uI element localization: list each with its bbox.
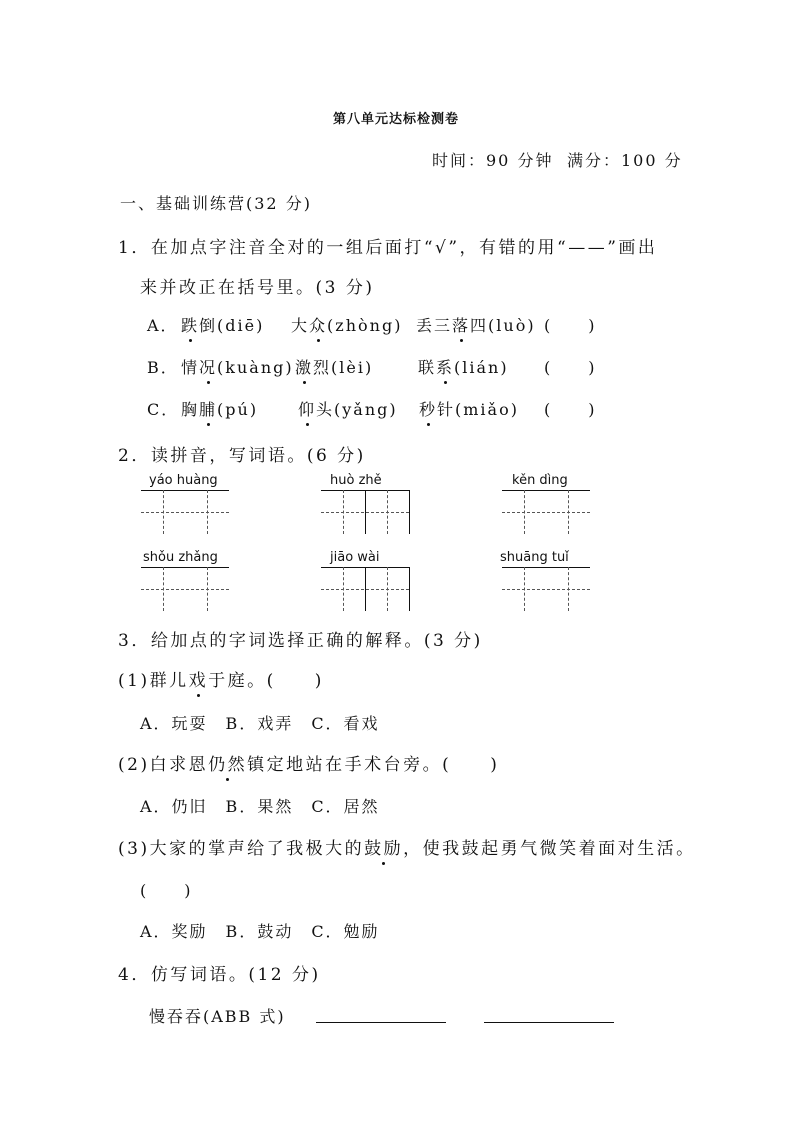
q3-sentence-1: (1)群儿戏于庭。( ) xyxy=(118,666,324,691)
q3-prompt: 3．给加点的字词选择正确的解释。(3 分) xyxy=(118,631,483,651)
q4-prompt: 4．仿写词语。(12 分) xyxy=(118,965,321,985)
q3-sentence-2: (2)白求恩仍然镇定地站在手术台旁。( ) xyxy=(118,750,499,775)
dotted-char: 戏 xyxy=(189,666,209,691)
pinyin-label: kěn dìng xyxy=(512,473,568,488)
q1-word: 激烈(lèi) xyxy=(295,355,373,378)
q1-word: 胸脯(pú) xyxy=(181,397,258,420)
q2-prompt: 2．读拼音，写词语。(6 分) xyxy=(118,446,366,466)
q1-option-label: C． xyxy=(147,400,180,419)
dotted-char: 落 xyxy=(452,313,470,336)
page-title: 第八单元达标检测卷 xyxy=(333,112,460,127)
q1-word: 跌倒(diē) xyxy=(181,313,264,336)
exam-time: 时间：90 分钟 xyxy=(432,151,554,170)
pinyin-label: jiāo wài xyxy=(330,550,380,565)
dotted-char: 激 xyxy=(295,355,313,378)
pinyin-label: shuāng tuǐ xyxy=(500,550,569,565)
answer-blank[interactable] xyxy=(316,1022,446,1023)
dotted-char: 秒 xyxy=(419,397,437,420)
dotted-char: 况 xyxy=(199,355,217,378)
dotted-char: 跌 xyxy=(181,313,199,336)
answer-paren[interactable]: ( ) xyxy=(544,316,597,335)
q3-sentence-3: (3)大家的掌声给了我极大的鼓励，使我鼓起勇气微笑着面对生活。 xyxy=(118,834,696,859)
q1-word: 秒针(miǎo) xyxy=(419,397,519,420)
dotted-char: 仰 xyxy=(298,397,316,420)
exam-score: 满分：100 分 xyxy=(567,151,683,170)
q1-prompt-line2: 来并改正在括号里。(3 分) xyxy=(140,278,375,298)
q4-example: 慢吞吞(ABB 式) xyxy=(149,1007,286,1026)
answer-paren[interactable]: ( ) xyxy=(140,881,193,900)
q1-word: 仰头(yǎng) xyxy=(298,397,398,420)
answer-paren[interactable]: ( ) xyxy=(544,358,597,377)
q3-options-3: A．奖励 B．鼓动 C．勉励 xyxy=(140,922,380,941)
dotted-char: 众 xyxy=(309,313,327,336)
writing-grid[interactable] xyxy=(502,490,590,534)
writing-grid[interactable] xyxy=(321,567,409,611)
q3-options-1: A．玩耍 B．戏弄 C．看戏 xyxy=(140,714,380,733)
answer-blank[interactable] xyxy=(484,1022,614,1023)
answer-paren[interactable]: ( ) xyxy=(544,400,597,419)
pinyin-label: shǒu zhǎng xyxy=(143,550,218,565)
dotted-char: 脯 xyxy=(199,397,217,420)
writing-grid[interactable] xyxy=(141,567,229,611)
q1-word: 大众(zhòng) xyxy=(291,313,402,336)
writing-grid[interactable] xyxy=(502,567,590,611)
q1-word: 情况(kuàng) xyxy=(181,355,294,378)
section-heading: 一、基础训练营(32 分) xyxy=(120,194,312,213)
pinyin-label: yáo huàng xyxy=(149,473,218,488)
writing-grid[interactable] xyxy=(321,490,409,534)
dotted-char: 仍然 xyxy=(208,750,247,775)
q1-word: 联系(lián) xyxy=(418,355,509,378)
q1-option-label: A． xyxy=(147,316,179,335)
q1-option-label: B． xyxy=(147,358,179,377)
writing-grid[interactable] xyxy=(141,490,229,534)
q1-word: 丢三落四(luò) xyxy=(416,313,536,336)
dotted-char: 鼓励 xyxy=(364,834,403,859)
dotted-char: 系 xyxy=(436,355,454,378)
q3-options-2: A．仍旧 B．果然 C．居然 xyxy=(140,797,380,816)
pinyin-label: huò zhě xyxy=(330,473,382,488)
q1-prompt-line1: 1．在加点字注音全对的一组后面打“√”，有错的用“——”画出 xyxy=(118,238,658,258)
